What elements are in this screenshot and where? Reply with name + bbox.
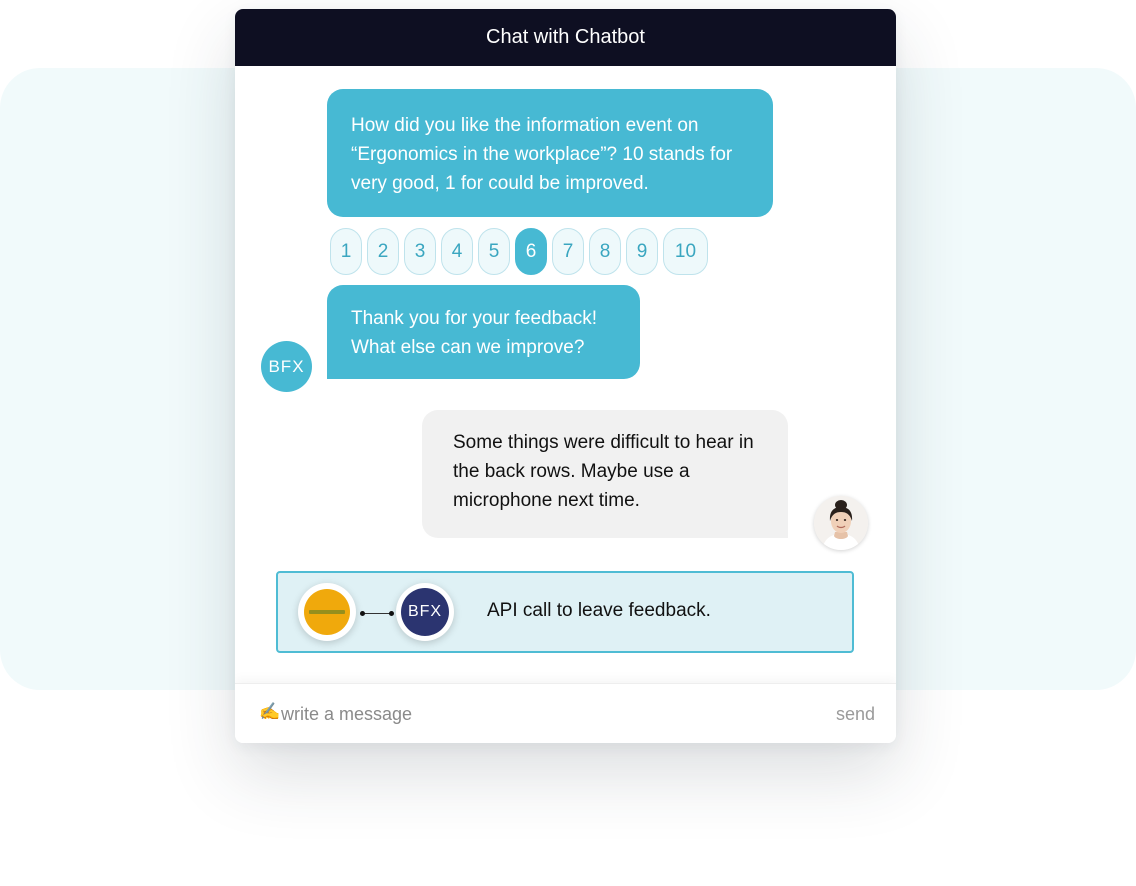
rating-option-10[interactable]: 10 (663, 228, 708, 275)
bot-avatar-initials: BFX (268, 356, 305, 376)
bot-thanks-line1: Thank you for your feedback! (351, 308, 598, 329)
rating-option-3[interactable]: 3 (404, 228, 436, 275)
rating-option-7[interactable]: 7 (552, 228, 584, 275)
rating-option-5[interactable]: 5 (478, 228, 510, 275)
chat-window (235, 9, 896, 743)
integration-logo (298, 583, 356, 641)
api-call-card (276, 571, 854, 653)
user-message-reply (422, 410, 788, 538)
pencil-icon: ✍ (259, 702, 281, 721)
user-avatar (814, 496, 868, 550)
rating-option-2[interactable]: 2 (367, 228, 399, 275)
bot-avatar (261, 341, 312, 392)
bot-thanks-line2: What else can we improve? (351, 337, 585, 358)
user-portrait-icon (814, 496, 868, 550)
message-input[interactable] (281, 699, 801, 729)
rating-option-4[interactable]: 4 (441, 228, 473, 275)
chat-header (235, 9, 896, 66)
send-button[interactable]: send (836, 699, 875, 729)
bot-question-text: How did you like the information event on “Ergonomics in the workplace”? 10 stands for very good, 1 for could be improved. (351, 115, 733, 194)
integration-logo-icon (304, 589, 350, 635)
bfx-logo (396, 583, 454, 641)
rating-option-8[interactable]: 8 (589, 228, 621, 275)
rating-option-1[interactable]: 1 (330, 228, 362, 275)
bot-message-thanks (327, 285, 640, 379)
bot-message-question (327, 89, 773, 217)
user-reply-text: Some things were difficult to hear in the back rows. Maybe use a microphone next time. (453, 432, 754, 511)
connector-line-icon (362, 613, 392, 614)
rating-option-6[interactable]: 6 (515, 228, 547, 275)
message-input-bar (235, 683, 896, 743)
rating-option-9[interactable]: 9 (626, 228, 658, 275)
chat-title: Chat with Chatbot (486, 26, 645, 48)
api-call-text: API call to leave feedback. (487, 600, 711, 621)
bfx-logo-initials: BFX (401, 588, 449, 636)
rating-options (330, 228, 708, 275)
